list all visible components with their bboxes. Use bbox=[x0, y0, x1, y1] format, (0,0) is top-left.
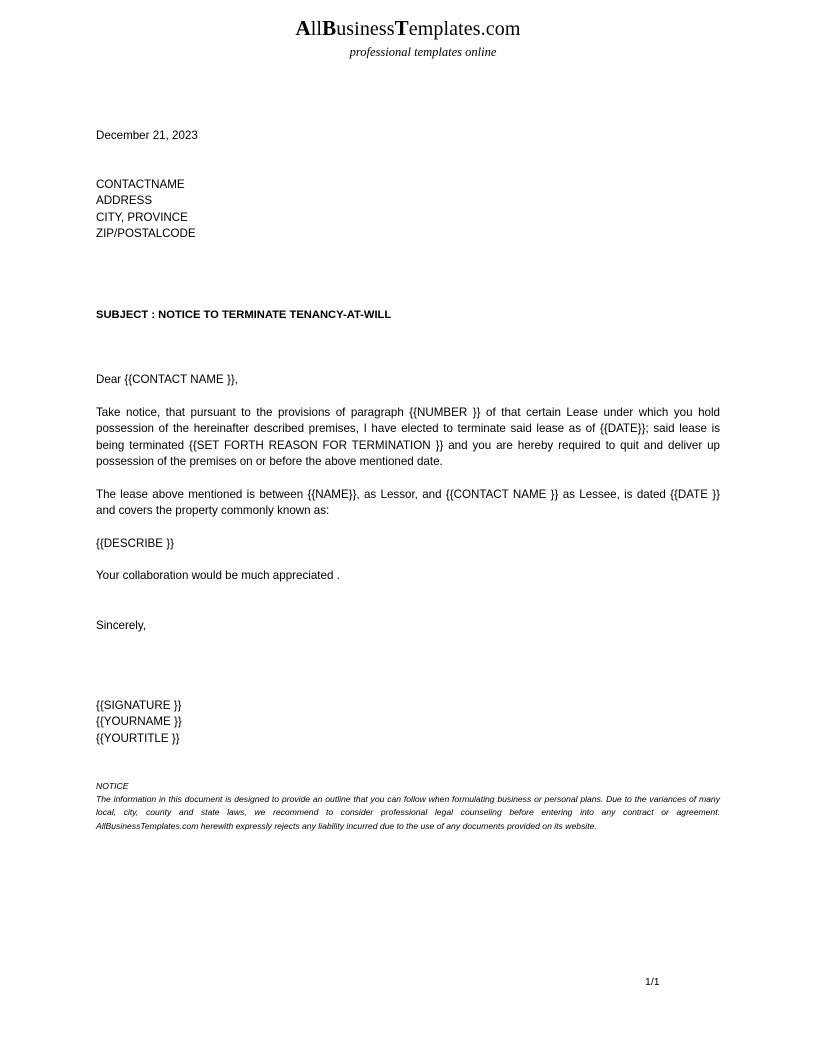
address-line: ADDRESS bbox=[96, 194, 153, 208]
signature-line: {{SIGNATURE }} bbox=[96, 699, 182, 712]
notice-text: The information in this document is designed to provide an outline that you can follow when formulating business or personal plans. Due to the variances of many local, city, county and state laws, we recommend to consider professional legal counseling before entering into any contract or agreement. AllBusinessTemplates.com herewith expressly rejects any liability incurred due to the use of any documents provided on its website. bbox=[96, 794, 720, 831]
brand-tagline: professional templates online bbox=[349, 45, 497, 59]
signer-name: {{YOURNAME }} bbox=[96, 715, 182, 729]
address-line: CONTACTNAME bbox=[96, 178, 185, 191]
letter-subject: SUBJECT : NOTICE TO TERMINATE TENANCY-AT-WILL bbox=[96, 309, 392, 321]
page-number: 1/1 bbox=[645, 976, 660, 988]
brand-logo: AllBusinessTemplates.com bbox=[295, 16, 521, 40]
appreciation-line: Your collaboration would be much appreciated . bbox=[96, 569, 340, 582]
signature-block bbox=[96, 698, 720, 747]
closing: Sincerely, bbox=[96, 619, 147, 632]
property-description: {{DESCRIBE }} bbox=[96, 537, 174, 550]
salutation: Dear {{CONTACT NAME }}, bbox=[96, 373, 238, 386]
page-header bbox=[0, 16, 816, 60]
address-line: ZIP/POSTALCODE bbox=[96, 227, 196, 241]
recipient-address bbox=[96, 177, 720, 243]
address-line: CITY, PROVINCE bbox=[96, 210, 188, 224]
paragraph-termination: Take notice, that pursuant to the provisions of paragraph {{NUMBER }} of that certain Lease under which you hold possession of the hereinafter described premises, I have elected to terminate said lease as of {{DATE}}; said lease is being terminated {{SET FORTH REASON FOR TERMINATION }} and you are hereby required to quit and deliver up possession of the premises on or before the above mentioned date. bbox=[96, 406, 720, 469]
signer-title: {{YOURTITLE }} bbox=[96, 731, 180, 745]
paragraph-lease-parties: The lease above mentioned is between {{NAME}}, as Lessor, and {{CONTACT NAME }} as Lessee, is dated {{DATE }} and covers the property commonly known as: bbox=[96, 488, 720, 518]
legal-notice bbox=[96, 780, 720, 833]
notice-title: NOTICE bbox=[96, 781, 129, 791]
letter-date: December 21, 2023 bbox=[96, 129, 198, 142]
